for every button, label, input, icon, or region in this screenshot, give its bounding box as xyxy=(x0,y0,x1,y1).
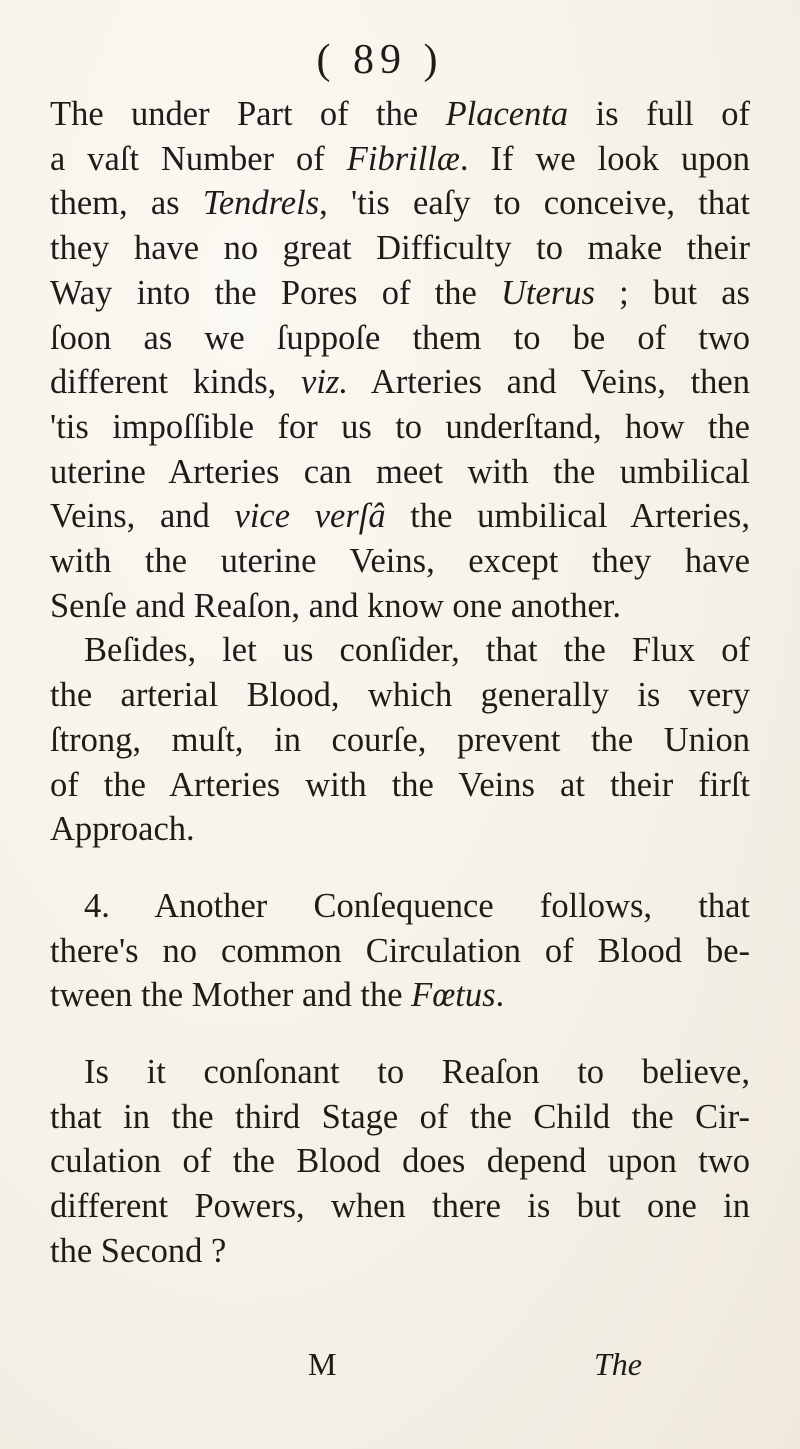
text-line: ſtrong, muſt, in courſe, prevent the Union xyxy=(50,720,750,759)
text-line: Beſides, let us conſider, that the Flux of xyxy=(84,631,750,670)
text-line: them, as Tendrels, 'tis eaſy to conceive, that xyxy=(50,184,750,223)
text-line: ſoon as we ſuppoſe them to be of two xyxy=(50,318,750,357)
text-line: Veins, and vice verſâ the umbilical Arteries, xyxy=(50,497,750,536)
text-line: 4. Another Conſequence follows, that xyxy=(84,886,750,925)
paragraph-gap xyxy=(50,852,750,884)
text-line: of the Arteries with the Veins at their firſt xyxy=(50,765,750,804)
text-line: they have no great Difficulty to make their xyxy=(50,229,750,268)
text-line: 'tis impoſſible for us to underſtand, how the xyxy=(50,407,750,446)
paragraph-4 xyxy=(50,1050,750,1274)
body-text xyxy=(50,92,750,1274)
text-line: culation of the Blood does depend upon two xyxy=(50,1142,750,1181)
text-line: a vaſt Number of Fibrillæ. If we look upon xyxy=(50,139,750,178)
text-line: The under Part of the Placenta is full of xyxy=(50,95,750,133)
text-line: Way into the Pores of the Uterus ; but as xyxy=(50,273,750,312)
text-line: tween the Mother and the Fœtus. xyxy=(50,976,505,1015)
text-line: Approach. xyxy=(50,810,195,849)
text-line: there's no common Circulation of Blood be- xyxy=(50,931,750,970)
text-line: uterine Arteries can meet with the umbilical xyxy=(50,452,750,491)
catchword: The xyxy=(594,1346,642,1382)
signature-mark: M xyxy=(308,1346,337,1382)
paragraph-gap xyxy=(50,1018,750,1050)
page-number: ( 89 ) xyxy=(316,37,444,83)
text-line: that in the third Stage of the Child the Cir- xyxy=(50,1097,750,1136)
text-line: the arterial Blood, which generally is very xyxy=(50,676,750,715)
text-line: Is it conſonant to Reaſon to believe, xyxy=(84,1053,750,1092)
text-line: different Powers, when there is but one in xyxy=(50,1187,750,1226)
text-line: with the uterine Veins, except they have xyxy=(50,542,750,581)
text-line: Senſe and Reaſon, and know one another. xyxy=(50,586,622,625)
page-footer xyxy=(0,1346,800,1396)
paragraph-1 xyxy=(50,92,750,628)
paragraph-2 xyxy=(50,628,750,852)
text-line: different kinds, viz. Arteries and Veins, then xyxy=(50,363,750,402)
paragraph-3 xyxy=(50,884,750,1018)
text-line: the Second ? xyxy=(50,1231,227,1270)
